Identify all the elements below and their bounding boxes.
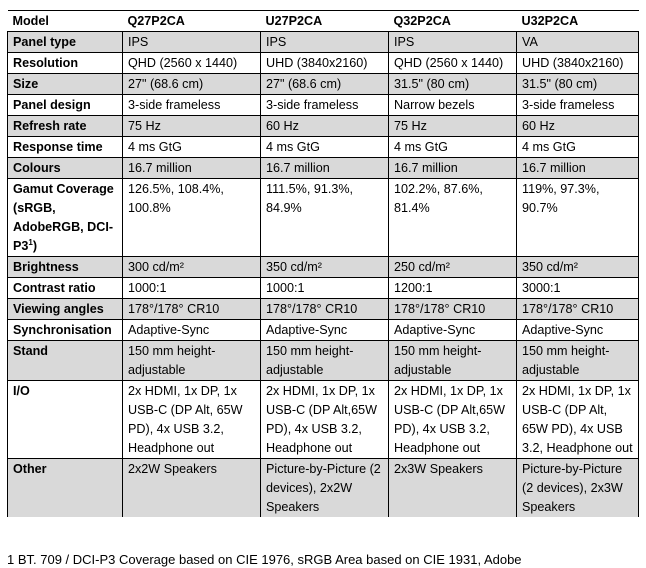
row-label-text: Gamut Coverage (sRGB, AdobeRGB, DCI-P3 bbox=[13, 182, 114, 253]
table-row bbox=[8, 257, 639, 278]
row-label-tail: ) bbox=[32, 239, 38, 253]
row-label: Response time bbox=[8, 137, 123, 158]
row-label bbox=[8, 179, 123, 257]
table-cell: 4 ms GtG bbox=[517, 137, 639, 158]
table-cell: QHD (2560 x 1440) bbox=[389, 53, 517, 74]
table-cell: Narrow bezels bbox=[389, 95, 517, 116]
footnote: 1 BT. 709 / DCI-P3 Coverage based on CIE 1976, sRGB Area based on CIE 1931, Adobe bbox=[7, 552, 522, 567]
table-cell: 178°/178° CR10 bbox=[389, 299, 517, 320]
table-cell: 16.7 million bbox=[261, 158, 389, 179]
row-label: Contrast ratio bbox=[8, 278, 123, 299]
table-cell: 150 mm height-adjustable bbox=[517, 341, 639, 381]
table-cell: 126.5%, 108.4%, 100.8% bbox=[123, 179, 261, 257]
table-row bbox=[8, 179, 639, 257]
table-cell: IPS bbox=[389, 32, 517, 53]
table-cell: 16.7 million bbox=[123, 158, 261, 179]
row-label: Size bbox=[8, 74, 123, 95]
header-u27p2ca: U27P2CA bbox=[261, 11, 389, 32]
table-cell: Adaptive-Sync bbox=[123, 320, 261, 341]
table-cell: Adaptive-Sync bbox=[389, 320, 517, 341]
table-cell: 1000:1 bbox=[261, 278, 389, 299]
table-cell: 16.7 million bbox=[517, 158, 639, 179]
table-cell: Picture-by-Picture (2 devices), 2x3W Speakers bbox=[517, 459, 639, 518]
header-row bbox=[8, 11, 639, 32]
header-u32p2ca: U32P2CA bbox=[517, 11, 639, 32]
table-row bbox=[8, 53, 639, 74]
table-cell: UHD (3840x2160) bbox=[517, 53, 639, 74]
table-cell: 250 cd/m² bbox=[389, 257, 517, 278]
row-label: Resolution bbox=[8, 53, 123, 74]
table-cell: 300 cd/m² bbox=[123, 257, 261, 278]
row-label: I/O bbox=[8, 381, 123, 459]
table-cell: 31.5" (80 cm) bbox=[517, 74, 639, 95]
table-cell: 60 Hz bbox=[517, 116, 639, 137]
header-model: Model bbox=[8, 11, 123, 32]
table-cell: 119%, 97.3%, 90.7% bbox=[517, 179, 639, 257]
spec-table bbox=[7, 10, 639, 517]
table-cell: 111.5%, 91.3%, 84.9% bbox=[261, 179, 389, 257]
table-row bbox=[8, 381, 639, 459]
table-row bbox=[8, 278, 639, 299]
header-q27p2ca: Q27P2CA bbox=[123, 11, 261, 32]
table-row bbox=[8, 95, 639, 116]
table-cell: 178°/178° CR10 bbox=[261, 299, 389, 320]
row-label: Panel design bbox=[8, 95, 123, 116]
table-cell: 350 cd/m² bbox=[517, 257, 639, 278]
table-cell: 2x HDMI, 1x DP, 1x USB-C (DP Alt, 65W PD), 4x USB 3.2, Headphone out bbox=[123, 381, 261, 459]
table-cell: QHD (2560 x 1440) bbox=[123, 53, 261, 74]
table-cell: Picture-by-Picture (2 devices), 2x2W Speakers bbox=[261, 459, 389, 518]
table-cell: 27" (68.6 cm) bbox=[123, 74, 261, 95]
table-cell: 1200:1 bbox=[389, 278, 517, 299]
table-cell: 350 cd/m² bbox=[261, 257, 389, 278]
row-label: Panel type bbox=[8, 32, 123, 53]
table-cell: VA bbox=[517, 32, 639, 53]
table-cell: 4 ms GtG bbox=[123, 137, 261, 158]
table-cell: 2x HDMI, 1x DP, 1x USB-C (DP Alt, 65W PD), 4x USB 3.2, Headphone out bbox=[517, 381, 639, 459]
table-row bbox=[8, 74, 639, 95]
table-cell: 102.2%, 87.6%, 81.4% bbox=[389, 179, 517, 257]
table-cell: 178°/178° CR10 bbox=[123, 299, 261, 320]
table-cell: 4 ms GtG bbox=[389, 137, 517, 158]
table-cell: IPS bbox=[123, 32, 261, 53]
table-row bbox=[8, 137, 639, 158]
table-cell: 150 mm height-adjustable bbox=[261, 341, 389, 381]
header-q32p2ca: Q32P2CA bbox=[389, 11, 517, 32]
table-cell: 3-side frameless bbox=[261, 95, 389, 116]
row-label: Synchronisation bbox=[8, 320, 123, 341]
table-cell: 2x HDMI, 1x DP, 1x USB-C (DP Alt,65W PD), 4x USB 3.2, Headphone out bbox=[389, 381, 517, 459]
table-cell: 31.5" (80 cm) bbox=[389, 74, 517, 95]
table-cell: 2x HDMI, 1x DP, 1x USB-C (DP Alt,65W PD), 4x USB 3.2, Headphone out bbox=[261, 381, 389, 459]
table-cell: 3-side frameless bbox=[517, 95, 639, 116]
row-label: Colours bbox=[8, 158, 123, 179]
table-cell: 178°/178° CR10 bbox=[517, 299, 639, 320]
spec-body bbox=[8, 32, 639, 518]
row-label: Other bbox=[8, 459, 123, 518]
table-cell: 2x2W Speakers bbox=[123, 459, 261, 518]
table-cell: 16.7 million bbox=[389, 158, 517, 179]
row-label: Stand bbox=[8, 341, 123, 381]
table-row bbox=[8, 459, 639, 518]
table-cell: 75 Hz bbox=[389, 116, 517, 137]
table-cell: UHD (3840x2160) bbox=[261, 53, 389, 74]
table-row bbox=[8, 32, 639, 53]
table-cell: 75 Hz bbox=[123, 116, 261, 137]
table-cell: IPS bbox=[261, 32, 389, 53]
table-cell: 2x3W Speakers bbox=[389, 459, 517, 518]
table-cell: 150 mm height-adjustable bbox=[389, 341, 517, 381]
table-row bbox=[8, 341, 639, 381]
table-cell: 3000:1 bbox=[517, 278, 639, 299]
table-cell: 4 ms GtG bbox=[261, 137, 389, 158]
footnote-marker: 1 bbox=[28, 237, 33, 247]
table-cell: Adaptive-Sync bbox=[517, 320, 639, 341]
table-row bbox=[8, 320, 639, 341]
table-cell: 3-side frameless bbox=[123, 95, 261, 116]
row-label: Brightness bbox=[8, 257, 123, 278]
table-row bbox=[8, 116, 639, 137]
row-label: Viewing angles bbox=[8, 299, 123, 320]
table-cell: 27" (68.6 cm) bbox=[261, 74, 389, 95]
table-row bbox=[8, 158, 639, 179]
table-cell: 1000:1 bbox=[123, 278, 261, 299]
table-cell: 150 mm height-adjustable bbox=[123, 341, 261, 381]
table-row bbox=[8, 299, 639, 320]
row-label: Refresh rate bbox=[8, 116, 123, 137]
table-cell: 60 Hz bbox=[261, 116, 389, 137]
table-cell: Adaptive-Sync bbox=[261, 320, 389, 341]
